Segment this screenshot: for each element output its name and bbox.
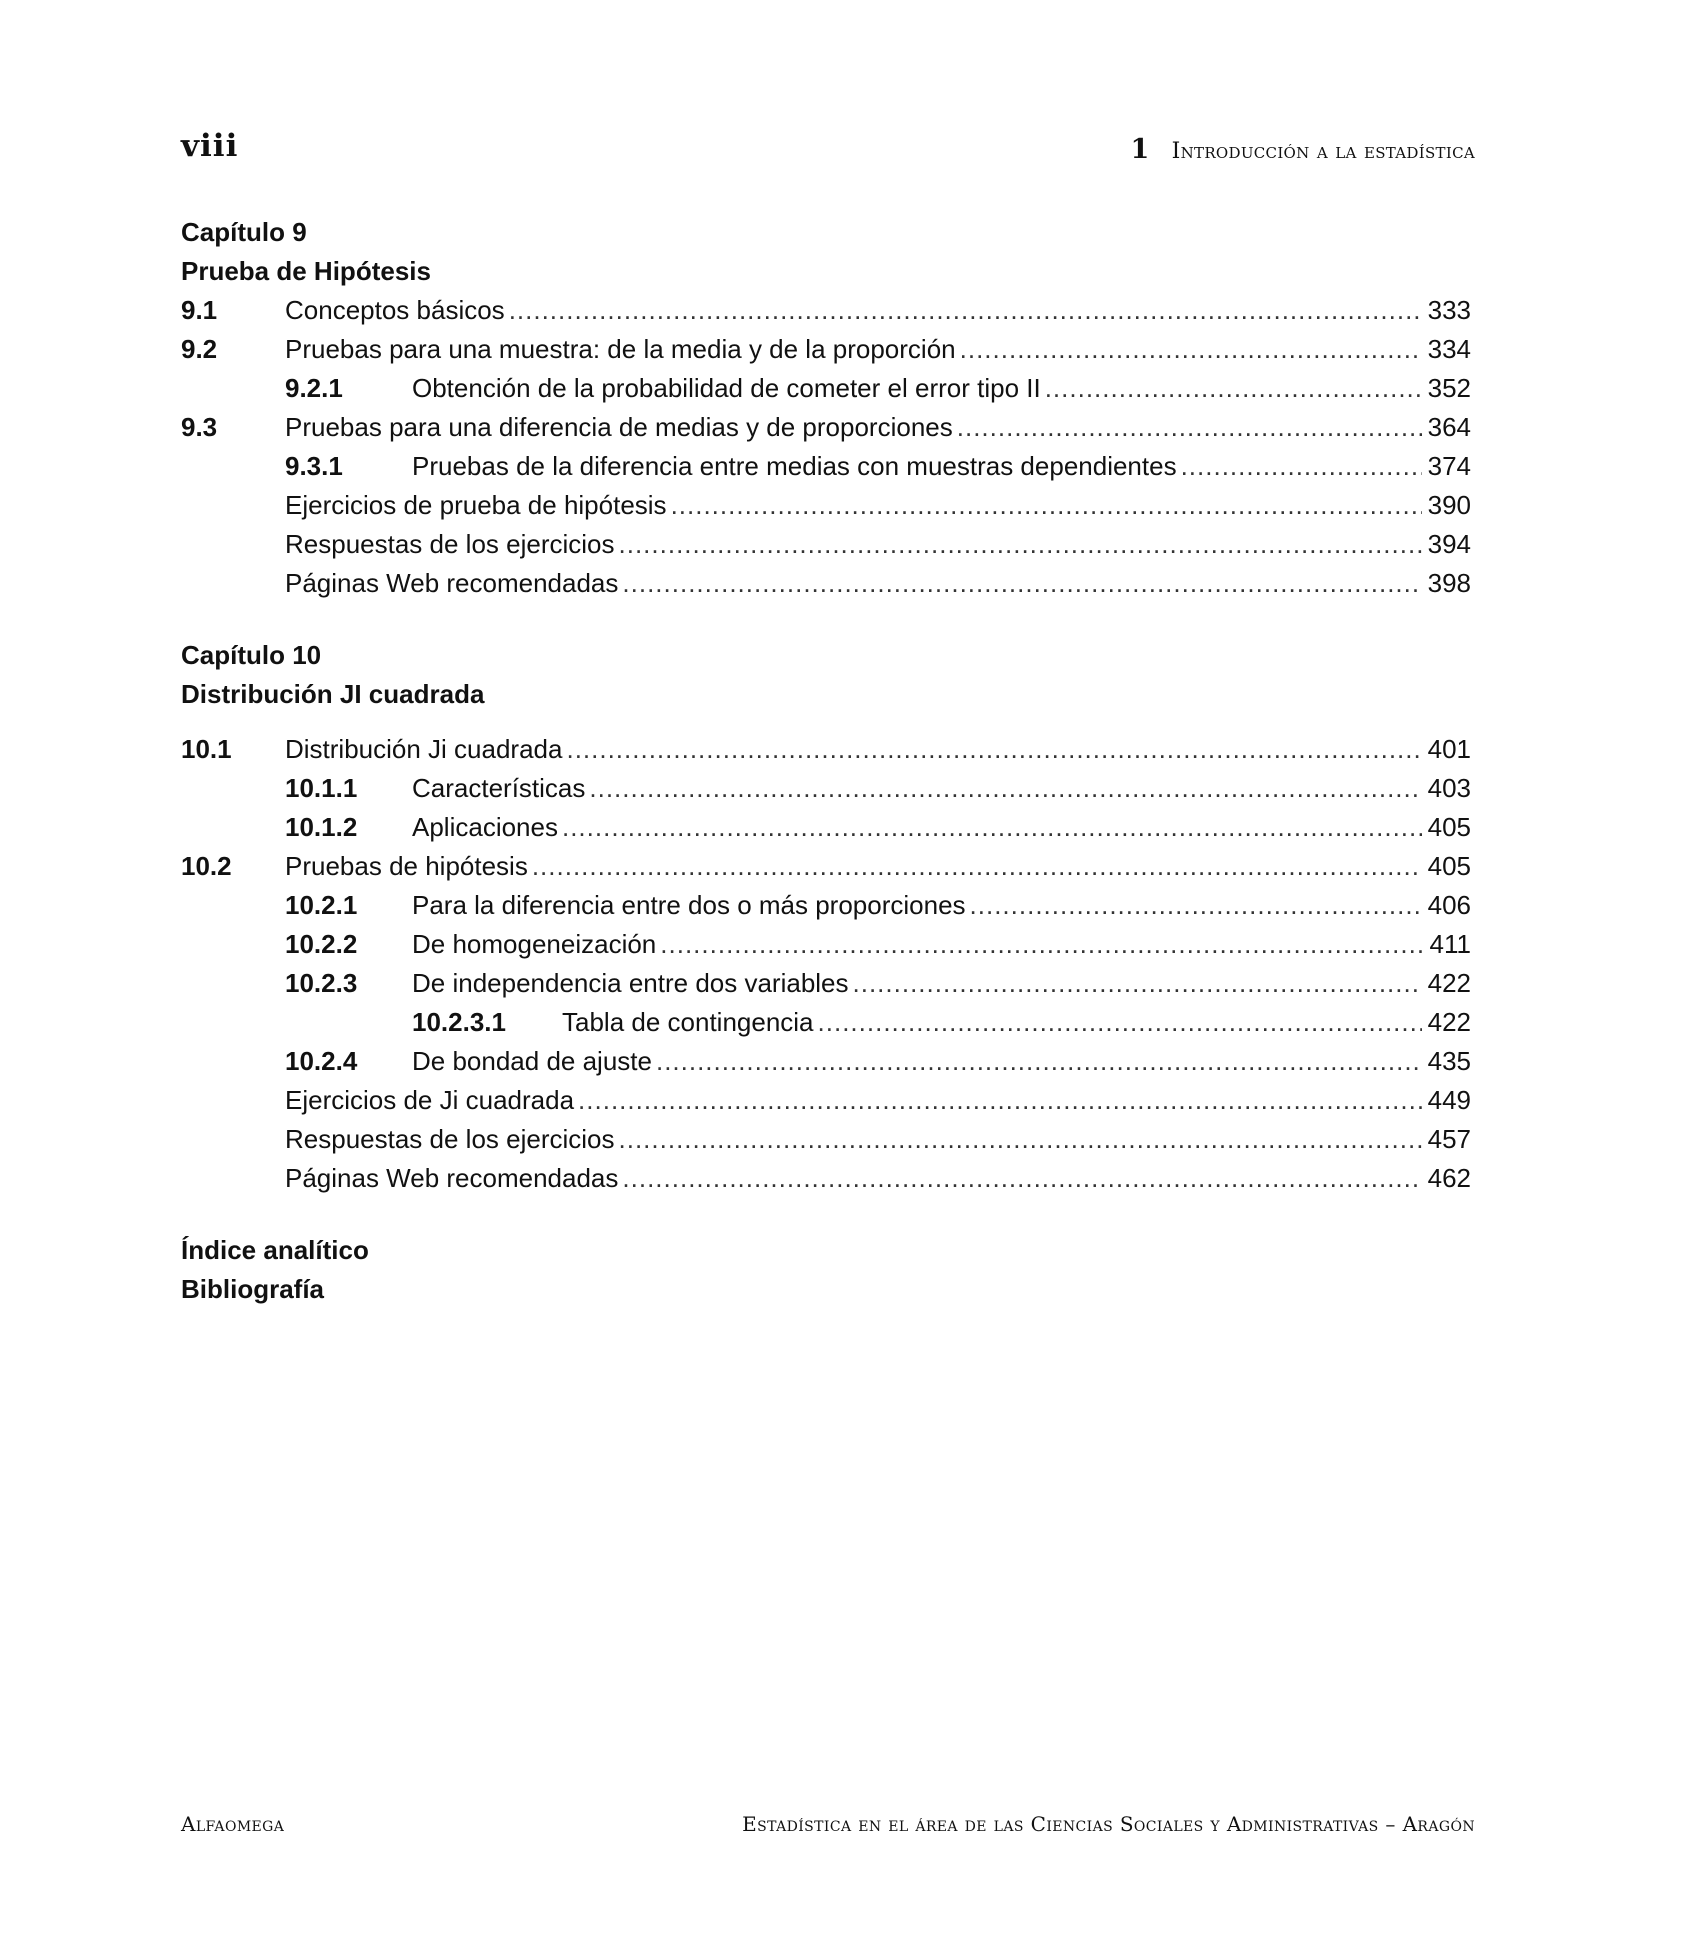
toc-entry-number: 10.2.2	[285, 929, 358, 959]
toc-entry-page: 435	[1427, 1046, 1471, 1076]
running-head-chapter-number: 1	[1130, 134, 1150, 165]
toc-entry	[181, 847, 1471, 886]
toc-entry-page: 333	[1427, 295, 1471, 325]
bibliography-link: Bibliografía	[181, 1274, 325, 1304]
toc-entry-title: Conceptos básicos	[285, 295, 505, 325]
chapter-heading: Capítulo 9	[181, 217, 307, 247]
toc-entry-number: 9.2.1	[285, 373, 343, 403]
toc-entry-line	[285, 730, 1471, 769]
toc-entry-number: 9.3.1	[285, 451, 343, 481]
toc-entry-number: 9.3	[181, 412, 218, 442]
toc-entry-page: 352	[1427, 373, 1471, 403]
dot-leader	[656, 1042, 1422, 1081]
toc-entry-line	[412, 964, 1471, 1003]
toc-entry-title: Pruebas para una diferencia de medias y de proporciones	[285, 412, 953, 442]
toc-entry	[181, 564, 1471, 603]
toc-entry	[181, 1003, 1471, 1042]
toc-entry	[181, 1042, 1471, 1081]
toc-entry-page: 457	[1427, 1124, 1471, 1154]
toc-entry-page: 401	[1427, 734, 1471, 764]
toc-entry-line	[285, 291, 1471, 330]
index-link: Índice analítico	[181, 1235, 369, 1265]
toc-entry-title: Aplicaciones	[412, 812, 558, 842]
toc-entry-title: Páginas Web recomendadas	[285, 568, 619, 598]
toc-entry-page: 394	[1427, 529, 1471, 559]
toc-entry-page: 334	[1427, 334, 1471, 364]
toc-entry-page: 462	[1427, 1163, 1471, 1193]
dot-leader	[671, 486, 1422, 525]
toc-entry-title: Respuestas de los ejercicios	[285, 529, 615, 559]
toc-entry-line	[285, 330, 1471, 369]
chapter-title: Prueba de Hipótesis	[181, 256, 431, 286]
toc-entry-number: 9.1	[181, 295, 218, 325]
toc-entry-title: Para la diferencia entre dos o más proporciones	[412, 890, 966, 920]
page-header	[181, 128, 1475, 174]
toc-entry-page: 449	[1427, 1085, 1471, 1115]
toc-entry-page: 398	[1427, 568, 1471, 598]
toc-entry	[181, 730, 1471, 769]
toc-entry-line	[412, 1042, 1471, 1081]
toc-entry-line	[562, 1003, 1471, 1042]
toc-entry-line	[285, 564, 1471, 603]
toc-entry-title: Distribución Ji cuadrada	[285, 734, 563, 764]
toc-entry-line	[412, 369, 1471, 408]
toc-entry-page: 422	[1427, 968, 1471, 998]
dot-leader	[532, 847, 1422, 886]
toc-entry-line	[412, 886, 1471, 925]
toc-entry-title: Tabla de contingencia	[562, 1007, 814, 1037]
toc-entry-number: 10.1.2	[285, 812, 358, 842]
toc-entry	[181, 525, 1471, 564]
toc-entry	[181, 808, 1471, 847]
running-head-chapter-title: Introducción a la estadística	[1171, 139, 1475, 164]
dot-leader	[578, 1081, 1422, 1120]
toc-entry-number: 10.2	[181, 851, 232, 881]
dot-leader	[509, 291, 1422, 330]
toc-entry-number: 10.1.1	[285, 773, 358, 803]
book-title-author: Estadística en el área de las Ciencias Sociales y Administrativas – Aragón	[742, 1812, 1475, 1836]
toc-entry-line	[285, 408, 1471, 447]
chapter-section	[181, 213, 1471, 603]
toc-entry-title: Respuestas de los ejercicios	[285, 1124, 615, 1154]
dot-leader	[562, 808, 1422, 847]
toc-entry-page: 406	[1427, 890, 1471, 920]
toc-entry	[181, 964, 1471, 1003]
toc-entry-line	[412, 808, 1471, 847]
chapter-section	[181, 636, 1471, 1198]
toc-entry	[181, 291, 1471, 330]
toc-entry-title: Pruebas de la diferencia entre medias con muestras dependientes	[412, 451, 1177, 481]
toc-entry-title: De bondad de ajuste	[412, 1046, 652, 1076]
toc-entry-line	[285, 1081, 1471, 1120]
dot-leader	[818, 1003, 1422, 1042]
chapter-heading: Capítulo 10	[181, 640, 322, 670]
chapter-title: Distribución JI cuadrada	[181, 679, 485, 709]
toc-entry-title: Pruebas para una muestra: de la media y de la proporción	[285, 334, 956, 364]
toc-entry-title: Obtención de la probabilidad de cometer el error tipo II	[412, 373, 1041, 403]
toc-entry-title: Páginas Web recomendadas	[285, 1163, 619, 1193]
dot-leader	[619, 525, 1422, 564]
toc-entry-line	[412, 447, 1471, 486]
toc-entry-page: 422	[1427, 1007, 1471, 1037]
toc-entry-page: 405	[1427, 851, 1471, 881]
toc-entry-line	[412, 925, 1471, 964]
toc-entry	[181, 769, 1471, 808]
toc-entry-number: 10.2.3	[285, 968, 358, 998]
toc-entry-number: 10.2.3.1	[412, 1007, 506, 1037]
toc-entry-title: De independencia entre dos variables	[412, 968, 849, 998]
toc-entry-number: 10.2.1	[285, 890, 358, 920]
toc-entry-list	[181, 730, 1471, 1198]
toc-entry-line	[285, 486, 1471, 525]
toc-entry	[181, 886, 1471, 925]
toc-entry-page: 374	[1427, 451, 1471, 481]
publisher-name: Alfaomega	[181, 1812, 285, 1836]
toc-entry	[181, 925, 1471, 964]
dot-leader	[619, 1120, 1422, 1159]
table-of-contents	[181, 213, 1471, 1309]
toc-entry-number: 9.2	[181, 334, 218, 364]
toc-entry-title: De homogeneización	[412, 929, 657, 959]
toc-entry-page: 403	[1427, 773, 1471, 803]
toc-entry-title: Características	[412, 773, 586, 803]
dot-leader	[960, 330, 1422, 369]
toc-entry-line	[285, 525, 1471, 564]
toc-entry	[181, 369, 1471, 408]
toc-entry-list	[181, 291, 1471, 603]
toc-entry-page: 390	[1427, 490, 1471, 520]
dot-leader	[970, 886, 1422, 925]
toc-entry	[181, 1081, 1471, 1120]
dot-leader	[853, 964, 1422, 1003]
toc-entry-number: 10.1	[181, 734, 232, 764]
dot-leader	[1045, 369, 1422, 408]
dot-leader	[566, 730, 1421, 769]
toc-entry	[181, 408, 1471, 447]
toc-entry	[181, 486, 1471, 525]
dot-leader	[622, 1159, 1421, 1198]
toc-entry-line	[412, 769, 1471, 808]
toc-entry-title: Pruebas de hipótesis	[285, 851, 528, 881]
toc-entry-page: 364	[1427, 412, 1471, 442]
toc-entry-page: 405	[1427, 812, 1471, 842]
toc-entry-line	[285, 1159, 1471, 1198]
running-head	[1131, 134, 1476, 165]
toc-entry-title: Ejercicios de prueba de hipótesis	[285, 490, 667, 520]
toc-entry	[181, 1159, 1471, 1198]
toc-entry	[181, 1120, 1471, 1159]
dot-leader	[622, 564, 1421, 603]
dot-leader	[957, 408, 1422, 447]
dot-leader	[1181, 447, 1422, 486]
toc-entry-number: 10.2.4	[285, 1046, 358, 1076]
toc-entry	[181, 330, 1471, 369]
toc-entry-page: 411	[1429, 929, 1471, 959]
page-number: viii	[181, 128, 239, 164]
dot-leader	[589, 769, 1421, 808]
toc-entry-line	[285, 847, 1471, 886]
toc-entry-title: Ejercicios de Ji cuadrada	[285, 1085, 575, 1115]
toc-entry	[181, 447, 1471, 486]
toc-entry-line	[285, 1120, 1471, 1159]
dot-leader	[660, 925, 1423, 964]
